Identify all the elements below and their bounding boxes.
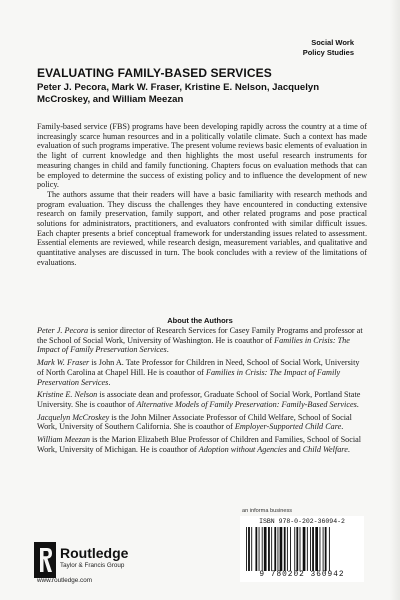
bio-book-title-2: Child Welfare (302, 444, 348, 454)
bio-end: . (108, 377, 111, 387)
informa-tagline: an informa business (242, 508, 293, 514)
spine-shadow (390, 0, 400, 600)
isbn-label: ISBN 978-0-202-36094-2 (259, 518, 345, 525)
isbn-barcode (240, 516, 364, 582)
bio-book-title: Families in Crisis: The Impact of Family Preservation Services (37, 335, 350, 355)
bio-end: . (347, 444, 350, 454)
series-line-2: Policy Studies (302, 47, 354, 57)
author-bios (37, 326, 367, 454)
about-authors-heading: About the Authors (167, 316, 233, 325)
bio-book-title: Families in Crisis: The Impact of Family Preservation Services (37, 367, 341, 387)
book-description (37, 122, 367, 268)
bio-book-title: Employer-Supported Child Care (234, 422, 342, 432)
bio-book-title: Alternative Models of Family Preservation: Family-Based Services (136, 399, 357, 409)
bio-name: Mark W. Fraser (37, 358, 90, 368)
publisher-url: www.routledge.com (37, 577, 92, 584)
bio-book-title: Adoption without Agencies (198, 444, 287, 454)
bio-end: . (166, 345, 169, 355)
bio-name: William Meezan (37, 435, 90, 445)
author-bio (37, 390, 367, 409)
description-paragraph-1: Family-based service (FBS) programs have been developing rapidly across the country at a time of increasingly scarce human resources and in a politically volatile climate. Such a context has made evaluation of such programs imperative. The present volume reviews basic elements of evaluation in the light of current knowledge and then highlights the most useful research instruments for measuring changes in child and family functioning. Chapters focus on evaluation methods that can be employed to determine the success of existing policy and to influence the development of new policy. (37, 122, 367, 190)
bio-text: is the John Milner Associate Professor of Child Welfare, School of Social Work, University of Southern California. She is coauthor of (37, 412, 352, 432)
publisher-name: Routledge (60, 545, 129, 561)
barcode-image (244, 527, 360, 571)
bio-text: is senior director of Research Services for Casey Family Programs and professor at the School of Social Work, University of Washington. He is coauthor of (37, 326, 363, 345)
series-line-1: Social Work (311, 38, 354, 47)
bio-end: . (356, 399, 359, 409)
author-bio (37, 435, 367, 454)
bio-name: Jacquelyn McCroskey (37, 412, 110, 422)
book-title: EVALUATING FAMILY-BASED SERVICES (37, 66, 272, 80)
series-label (303, 38, 354, 57)
bio-end: . (341, 422, 344, 432)
publisher-group: Taylor & Francis Group (60, 562, 125, 569)
description-paragraph-2: The authors assume that their readers will have a basic familiarity with research methods and program evaluation. They discuss the challenges they have encountered in conducting extensive research on family preservation, family support, and other related programs and pose practical solutions for administrators, practitioners, and evaluators confronted with similar difficult issues. Each chapter presents a brief conceptual framework for understanding issues related to assessment. Essential elements are reviewed, while research design, measurement variables, and qualitative and quantitative analyses are discussed in turn. The book concludes with a review of the limitations of evaluations. (37, 189, 367, 267)
routledge-logo-icon (34, 542, 56, 578)
author-list: Peter J. Pecora, Mark W. Fraser, Kristine E. Nelson, Jacquelyn McCroskey, and William Meezan (37, 82, 320, 105)
bio-text: is the Marion Elizabeth Blue Professor of Children and Families, School of Social Work, University of Michigan. He is coauthor of (37, 435, 362, 454)
bio-text: is John A. Tate Professor for Children in Need, School of Social Work, University of North Carolina at Chapel Hill. He is coauthor of (37, 358, 360, 377)
author-bio (37, 326, 367, 355)
barcode-number: 9 780202 360942 (259, 571, 345, 579)
bio-text: is associate dean and professor, Graduate School of Social Work, Portland State University. She is coauthor of (37, 390, 361, 409)
author-bio (37, 413, 367, 432)
author-bio (37, 358, 367, 387)
bio-connector: and (286, 444, 303, 454)
bio-name: Kristine E. Nelson (37, 390, 98, 400)
bio-name: Peter J. Pecora (37, 326, 89, 335)
